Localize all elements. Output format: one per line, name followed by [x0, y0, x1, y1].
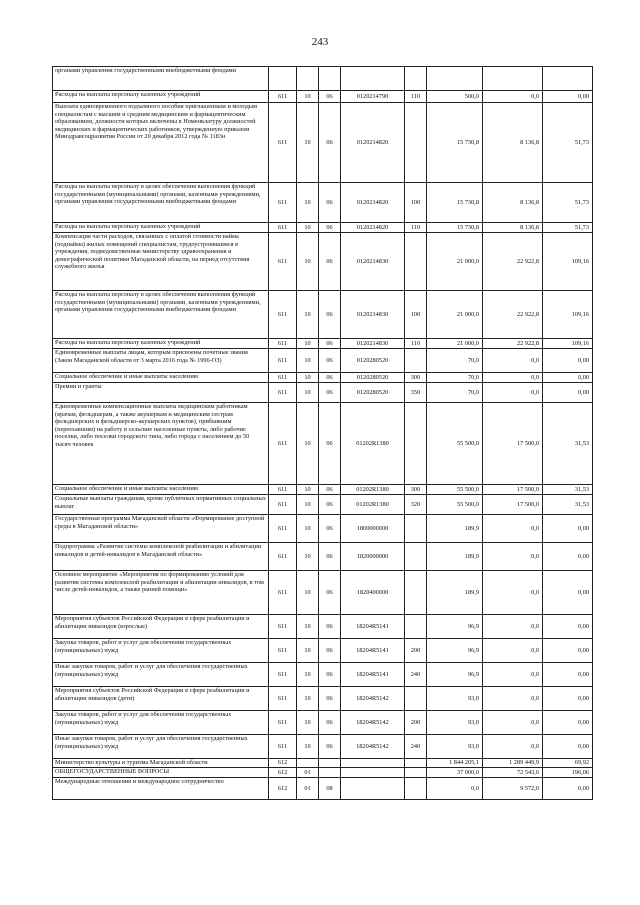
expense-type-code: 110 [405, 91, 427, 103]
executed-amount: 17 500,0 [483, 403, 543, 485]
ministry-code: 612 [269, 778, 297, 800]
approved-amount: 93,0 [427, 711, 483, 735]
table-row [53, 233, 593, 291]
row-description: Социальное обеспечение и иные выплаты населению [53, 485, 269, 495]
row-description: Закупка товаров, работ и услуг для обеспечения государственных (муниципальных) нужд [53, 639, 269, 663]
subsection-code: 06 [319, 515, 341, 543]
table-row [53, 639, 593, 663]
table-row [53, 349, 593, 373]
table-row [53, 383, 593, 403]
subsection-code: 06 [319, 349, 341, 373]
executed-amount: 17 500,0 [483, 485, 543, 495]
section-code: 10 [297, 349, 319, 373]
executed-amount: 0,0 [483, 735, 543, 759]
subsection-code: 06 [319, 383, 341, 403]
ministry-code: 611 [269, 373, 297, 383]
table-row [53, 403, 593, 485]
approved-amount: 1 844 205,1 [427, 759, 483, 768]
executed-amount: 0,0 [483, 543, 543, 571]
section-code [297, 759, 319, 768]
approved-amount: 96,9 [427, 615, 483, 639]
ministry-code: 611 [269, 383, 297, 403]
executed-amount: 22 922,8 [483, 233, 543, 291]
section-code: 10 [297, 339, 319, 349]
executed-amount: 8 136,8 [483, 183, 543, 223]
expense-type-code [405, 403, 427, 485]
executed-amount [483, 67, 543, 91]
table-row [53, 495, 593, 515]
executed-amount: 0,0 [483, 349, 543, 373]
approved-amount: 93,0 [427, 687, 483, 711]
subsection-code: 06 [319, 711, 341, 735]
table-row [53, 768, 593, 778]
row-description: Премии и гранты [53, 383, 269, 403]
target-article-code: 0120214820 [341, 223, 405, 233]
section-code: 10 [297, 373, 319, 383]
target-article-code: 0120214830 [341, 339, 405, 349]
row-description: органами управления государственными внебюджетными фондами [53, 67, 269, 91]
subsection-code [319, 768, 341, 778]
target-article-code: 01202R1380 [341, 485, 405, 495]
approved-amount [427, 67, 483, 91]
row-description: Компенсация части расходов, связанных с оплатой стоимости найма (поднайма) жилых помещений специалистам, трудоустроившимся в учреждения, подведомственные министерству здравоохранения и демографической политики Магаданской области, на период отсутствия служебного жилья [53, 233, 269, 291]
row-description: Мероприятия субъектов Российской Федерации в сфере реабилитации и абилитации инвалидов (дети) [53, 687, 269, 711]
subsection-code: 06 [319, 223, 341, 233]
target-article-code [341, 67, 405, 91]
expense-type-code: 350 [405, 383, 427, 403]
subsection-code: 06 [319, 735, 341, 759]
executed-amount: 17 500,0 [483, 495, 543, 515]
subsection-code: 06 [319, 663, 341, 687]
ministry-code: 611 [269, 735, 297, 759]
section-code: 10 [297, 515, 319, 543]
approved-amount: 0,0 [427, 778, 483, 800]
table-row [53, 663, 593, 687]
expense-type-code [405, 687, 427, 711]
approved-amount: 96,9 [427, 639, 483, 663]
execution-percent: 0,00 [543, 778, 593, 800]
execution-percent: 109,16 [543, 233, 593, 291]
table-row [53, 373, 593, 383]
approved-amount: 189,9 [427, 543, 483, 571]
execution-percent: 0,00 [543, 639, 593, 663]
target-article-code: 0120214820 [341, 103, 405, 183]
row-description: Международные отношения и международное сотрудничество [53, 778, 269, 800]
budget-table [52, 66, 593, 800]
executed-amount: 0,0 [483, 639, 543, 663]
execution-percent: 0,00 [543, 735, 593, 759]
execution-percent: 109,16 [543, 339, 593, 349]
table-row [53, 759, 593, 768]
subsection-code: 06 [319, 403, 341, 485]
section-code [297, 67, 319, 91]
subsection-code: 06 [319, 339, 341, 349]
expense-type-code [405, 571, 427, 615]
ministry-code: 611 [269, 339, 297, 349]
target-article-code: 1800000000 [341, 515, 405, 543]
approved-amount: 93,0 [427, 735, 483, 759]
section-code: 01 [297, 778, 319, 800]
executed-amount: 8 136,8 [483, 103, 543, 183]
ministry-code [269, 67, 297, 91]
expense-type-code [405, 349, 427, 373]
ministry-code: 611 [269, 403, 297, 485]
target-article-code: 01202R1380 [341, 403, 405, 485]
target-article-code: 0120280520 [341, 349, 405, 373]
row-description: Единовременные выплаты лицам, которым присвоены почетные звания (Закон Магаданской области от 3 марта 2016 года № 1996-ОЗ) [53, 349, 269, 373]
ministry-code: 611 [269, 183, 297, 223]
executed-amount: 0,0 [483, 373, 543, 383]
execution-percent: 0,00 [543, 571, 593, 615]
ministry-code: 611 [269, 291, 297, 339]
execution-percent: 51,73 [543, 103, 593, 183]
execution-percent: 109,16 [543, 291, 593, 339]
row-description: Мероприятия субъектов Российской Федерации в сфере реабилитации и абилитации инвалидов (взрослые) [53, 615, 269, 639]
expense-type-code: 240 [405, 663, 427, 687]
row-description: Иные закупки товаров, работ и услуг для обеспечения государственных (муниципальных) нужд [53, 663, 269, 687]
approved-amount: 55 500,0 [427, 485, 483, 495]
target-article-code: 18204R5141 [341, 639, 405, 663]
ministry-code: 611 [269, 639, 297, 663]
section-code: 10 [297, 639, 319, 663]
subsection-code: 06 [319, 373, 341, 383]
subsection-code: 06 [319, 495, 341, 515]
expense-type-code [405, 768, 427, 778]
section-code: 10 [297, 735, 319, 759]
expense-type-code [405, 759, 427, 768]
approved-amount: 37 000,0 [427, 768, 483, 778]
execution-percent: 31,53 [543, 403, 593, 485]
expense-type-code [405, 515, 427, 543]
execution-percent: 196,06 [543, 768, 593, 778]
subsection-code [319, 67, 341, 91]
target-article-code: 01202R1380 [341, 495, 405, 515]
ministry-code: 611 [269, 543, 297, 571]
section-code: 10 [297, 233, 319, 291]
execution-percent: 0,00 [543, 663, 593, 687]
section-code: 10 [297, 711, 319, 735]
ministry-code: 611 [269, 571, 297, 615]
ministry-code: 611 [269, 687, 297, 711]
ministry-code: 611 [269, 711, 297, 735]
target-article-code [341, 759, 405, 768]
approved-amount: 21 000,0 [427, 291, 483, 339]
ministry-code: 612 [269, 759, 297, 768]
target-article-code: 0120214830 [341, 233, 405, 291]
target-article-code: 18204R5141 [341, 663, 405, 687]
ministry-code: 611 [269, 91, 297, 103]
target-article-code: 0120280520 [341, 383, 405, 403]
table-row [53, 515, 593, 543]
row-description: Расходы на выплаты персоналу казенных учреждений [53, 91, 269, 103]
execution-percent: 31,53 [543, 485, 593, 495]
subsection-code: 06 [319, 103, 341, 183]
table-row [53, 485, 593, 495]
table-row [53, 615, 593, 639]
section-code: 10 [297, 223, 319, 233]
row-description: Расходы на выплаты персоналу в целях обеспечения выполнения функций государственными (муниципальными) органами, казенными учреждениями, органами управления государственными внебюджетными фондами [53, 291, 269, 339]
row-description: Единовременные компенсационные выплаты медицинским работникам (врачам, фельдшерам, а также акушеркам и медицинским сестрам фельдшерских и фельдшерско-акушерских пунктов), прибывшим (переехавшим) на работу в сельские населенные пункты, либо рабочие поселки, либо поселки городского типа, либо города с населением до 50 тысяч человек [53, 403, 269, 485]
expense-type-code: 300 [405, 485, 427, 495]
row-description: Закупка товаров, работ и услуг для обеспечения государственных (муниципальных) нужд [53, 711, 269, 735]
ministry-code: 611 [269, 663, 297, 687]
table-row [53, 543, 593, 571]
approved-amount: 70,0 [427, 349, 483, 373]
execution-percent: 51,73 [543, 223, 593, 233]
target-article-code [341, 768, 405, 778]
row-description: Основное мероприятие «Мероприятия по формированию условий для развития системы комплексной реабилитации и абилитации инвалидов, в том числе детей-инвалидов, а также ранней помощи» [53, 571, 269, 615]
row-description: Выплата единовременного подъемного пособия приглашенным и молодым специалистам с высшим и средним медицинским и фармацевтическим образованием, должности которых включены в Номенклатуру должностей медицинских и фармацевтических работников, утвержденную приказом Минздравсоцразвития России от 20 декабря 2012 года № 1183н [53, 103, 269, 183]
executed-amount: 0,0 [483, 383, 543, 403]
target-article-code: 18204R5141 [341, 615, 405, 639]
subsection-code: 06 [319, 687, 341, 711]
approved-amount: 189,9 [427, 515, 483, 543]
target-article-code: 18204R5142 [341, 735, 405, 759]
row-description: Расходы на выплаты персоналу в целях обеспечения выполнения функций государственными (муниципальными) органами, казенными учреждениями, органами управления государственными внебюджетными фондами [53, 183, 269, 223]
executed-amount: 22 922,8 [483, 291, 543, 339]
subsection-code: 06 [319, 571, 341, 615]
approved-amount: 21 000,0 [427, 233, 483, 291]
table-row [53, 223, 593, 233]
execution-percent: 69,92 [543, 759, 593, 768]
ministry-code: 612 [269, 768, 297, 778]
executed-amount: 1 289 449,9 [483, 759, 543, 768]
row-description: Государственная программа Магаданской области «Формирование доступной среды в Магаданской области» [53, 515, 269, 543]
expense-type-code: 200 [405, 639, 427, 663]
subsection-code: 06 [319, 485, 341, 495]
target-article-code: 0120214790 [341, 91, 405, 103]
executed-amount: 0,0 [483, 91, 543, 103]
table-row [53, 735, 593, 759]
row-description: Социальное обеспечение и иные выплаты населению [53, 373, 269, 383]
expense-type-code [405, 67, 427, 91]
subsection-code [319, 759, 341, 768]
subsection-code: 06 [319, 291, 341, 339]
expense-type-code [405, 103, 427, 183]
row-description: Иные закупки товаров, работ и услуг для обеспечения государственных (муниципальных) нужд [53, 735, 269, 759]
execution-percent: 0,00 [543, 543, 593, 571]
section-code: 01 [297, 768, 319, 778]
section-code: 10 [297, 615, 319, 639]
table-row [53, 778, 593, 800]
target-article-code: 1820000000 [341, 543, 405, 571]
execution-percent: 51,73 [543, 183, 593, 223]
subsection-code: 06 [319, 183, 341, 223]
target-article-code: 0120214820 [341, 183, 405, 223]
executed-amount: 0,0 [483, 571, 543, 615]
executed-amount: 8 136,8 [483, 223, 543, 233]
executed-amount: 72 543,6 [483, 768, 543, 778]
section-code: 10 [297, 485, 319, 495]
ministry-code: 611 [269, 349, 297, 373]
section-code: 10 [297, 291, 319, 339]
row-description: Подпрограмма «Развитие системы комплексной реабилитации и абилитации инвалидов и детей-инвалидов в Магаданской области» [53, 543, 269, 571]
ministry-code: 611 [269, 233, 297, 291]
table-body [53, 67, 593, 800]
ministry-code: 611 [269, 223, 297, 233]
ministry-code: 611 [269, 495, 297, 515]
table-row [53, 711, 593, 735]
section-code: 10 [297, 91, 319, 103]
execution-percent: 0,00 [543, 383, 593, 403]
row-description: Социальные выплаты гражданам, кроме публичных нормативных социальных выплат [53, 495, 269, 515]
execution-percent: 0,00 [543, 373, 593, 383]
table-row [53, 91, 593, 103]
execution-percent: 0,00 [543, 711, 593, 735]
section-code: 10 [297, 687, 319, 711]
row-description: Расходы на выплаты персоналу казенных учреждений [53, 223, 269, 233]
table-row [53, 339, 593, 349]
approved-amount: 55 500,0 [427, 495, 483, 515]
executed-amount: 22 922,8 [483, 339, 543, 349]
expense-type-code: 110 [405, 339, 427, 349]
expense-type-code: 100 [405, 183, 427, 223]
table-row [53, 687, 593, 711]
subsection-code: 08 [319, 778, 341, 800]
executed-amount: 0,0 [483, 615, 543, 639]
subsection-code: 06 [319, 233, 341, 291]
executed-amount: 0,0 [483, 687, 543, 711]
page-number: 243 [311, 36, 329, 48]
table-row [53, 291, 593, 339]
target-article-code: 18204R5142 [341, 711, 405, 735]
target-article-code: 0120280520 [341, 373, 405, 383]
section-code: 10 [297, 663, 319, 687]
expense-type-code: 200 [405, 711, 427, 735]
expense-type-code [405, 233, 427, 291]
approved-amount: 70,0 [427, 383, 483, 403]
row-description: ОБЩЕГОСУДАРСТВЕННЫЕ ВОПРОСЫ [53, 768, 269, 778]
section-code: 10 [297, 403, 319, 485]
row-description: Министерство культуры и туризма Магаданской области [53, 759, 269, 768]
approved-amount: 15 730,8 [427, 183, 483, 223]
target-article-code: 18204R5142 [341, 687, 405, 711]
subsection-code: 06 [319, 615, 341, 639]
target-article-code [341, 778, 405, 800]
ministry-code: 611 [269, 615, 297, 639]
approved-amount: 55 500,0 [427, 403, 483, 485]
expense-type-code: 300 [405, 373, 427, 383]
expense-type-code [405, 778, 427, 800]
subsection-code: 06 [319, 639, 341, 663]
expense-type-code: 100 [405, 291, 427, 339]
ministry-code: 611 [269, 485, 297, 495]
approved-amount: 500,0 [427, 91, 483, 103]
executed-amount: 0,0 [483, 515, 543, 543]
execution-percent: 0,00 [543, 91, 593, 103]
table-row [53, 571, 593, 615]
execution-percent: 0,00 [543, 515, 593, 543]
section-code: 10 [297, 543, 319, 571]
expense-type-code: 240 [405, 735, 427, 759]
execution-percent: 0,00 [543, 687, 593, 711]
table-row [53, 67, 593, 91]
target-article-code: 0120214830 [341, 291, 405, 339]
table-row [53, 183, 593, 223]
execution-percent: 0,00 [543, 349, 593, 373]
executed-amount: 0,0 [483, 663, 543, 687]
subsection-code: 06 [319, 91, 341, 103]
ministry-code: 611 [269, 103, 297, 183]
execution-percent: 31,53 [543, 495, 593, 515]
approved-amount: 189,9 [427, 571, 483, 615]
section-code: 10 [297, 571, 319, 615]
subsection-code: 06 [319, 543, 341, 571]
approved-amount: 70,0 [427, 373, 483, 383]
executed-amount: 0,0 [483, 711, 543, 735]
target-article-code: 1820400000 [341, 571, 405, 615]
expense-type-code [405, 543, 427, 571]
section-code: 10 [297, 183, 319, 223]
table-row [53, 103, 593, 183]
executed-amount: 9 572,0 [483, 778, 543, 800]
section-code: 10 [297, 495, 319, 515]
approved-amount: 15 730,8 [427, 223, 483, 233]
expense-type-code: 110 [405, 223, 427, 233]
execution-percent: 0,00 [543, 615, 593, 639]
approved-amount: 15 730,8 [427, 103, 483, 183]
section-code: 10 [297, 383, 319, 403]
expense-type-code: 320 [405, 495, 427, 515]
expense-type-code [405, 615, 427, 639]
ministry-code: 611 [269, 515, 297, 543]
execution-percent [543, 67, 593, 91]
row-description: Расходы на выплаты персоналу казенных учреждений [53, 339, 269, 349]
approved-amount: 96,9 [427, 663, 483, 687]
approved-amount: 21 000,0 [427, 339, 483, 349]
section-code: 10 [297, 103, 319, 183]
